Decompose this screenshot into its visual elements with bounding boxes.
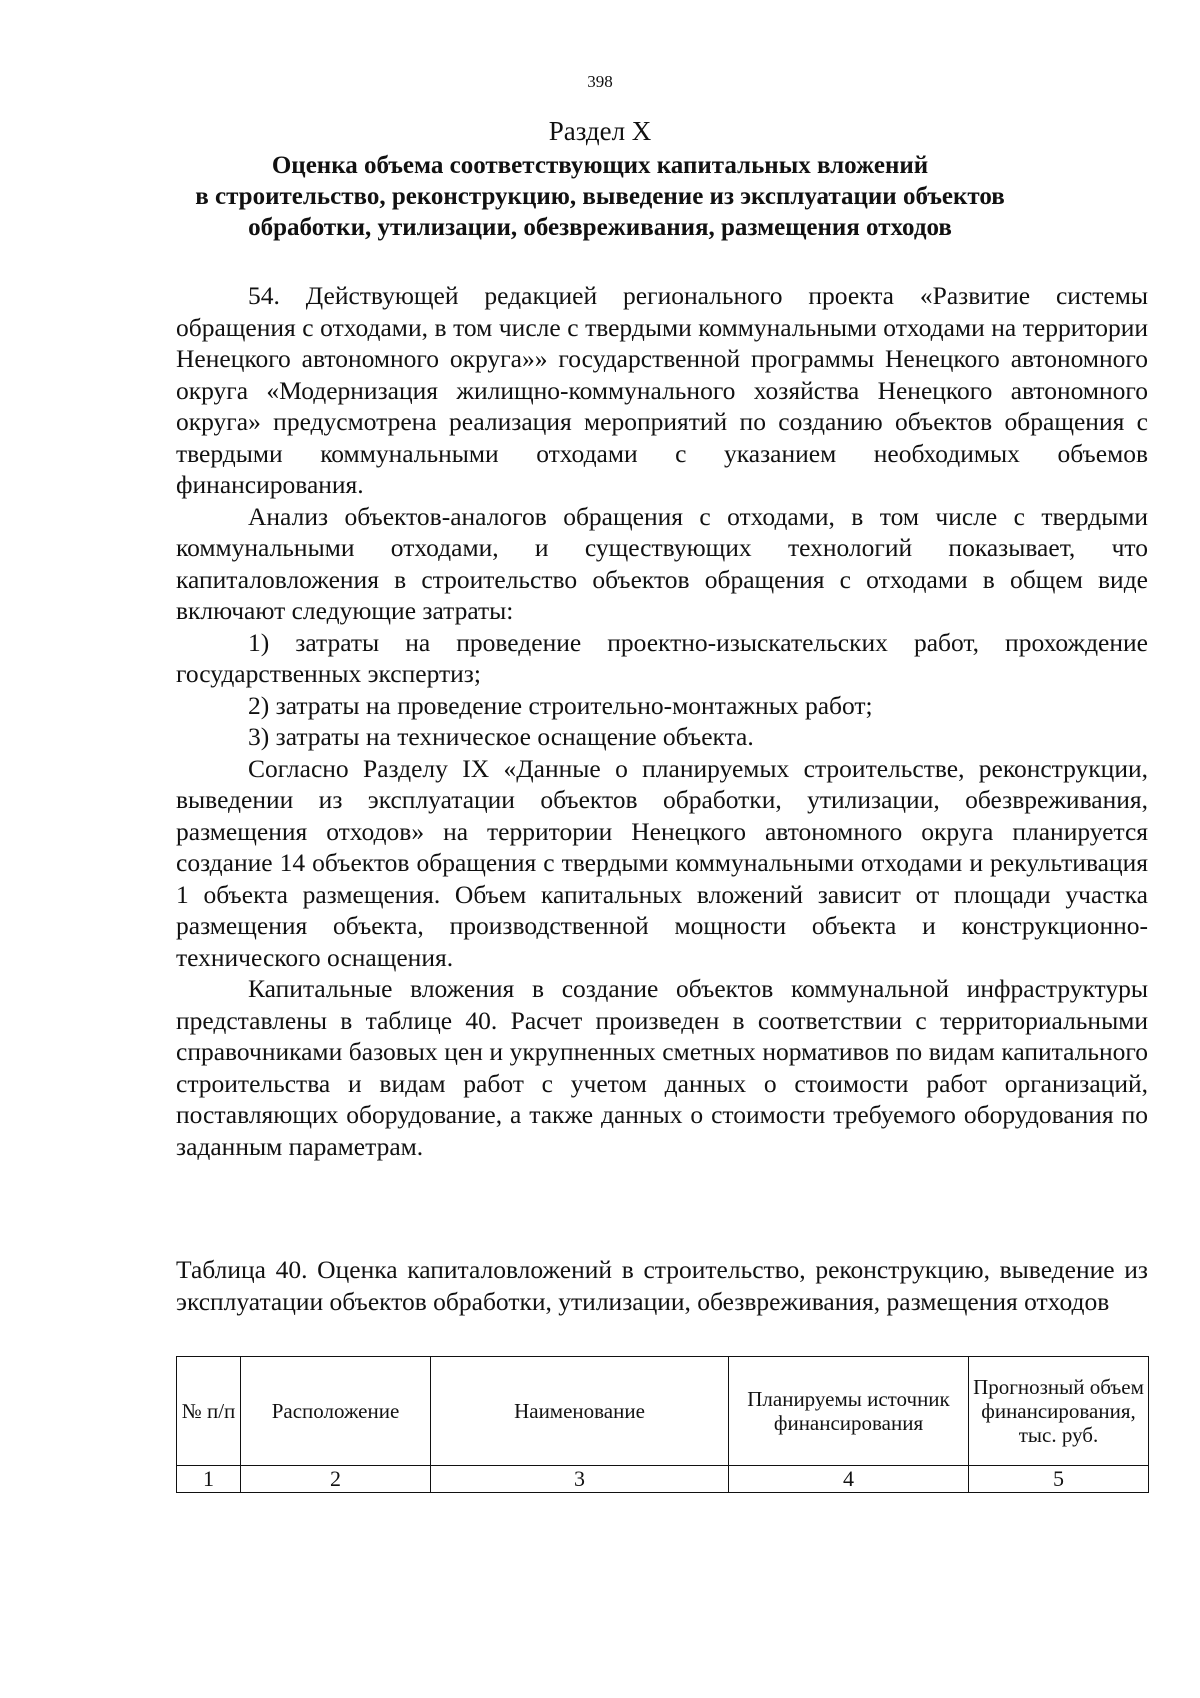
table-header-row — [177, 1357, 1149, 1466]
paragraph: Анализ объектов-аналогов обращения с отходами, в том числе с твердыми коммунальными отходами, и существующих технологий показывает, что капиталовложения в строительство объектов обращения с отходами в общем виде включают следующие затраты: — [176, 501, 1148, 625]
table-cell: 4 — [729, 1466, 969, 1493]
table-cell: 5 — [969, 1466, 1149, 1493]
paragraph: Согласно Разделу IX «Данные о планируемых строительстве, реконструкции, выведении из эксплуатации объектов обработки, утилизации, обезвреживания, размещения отходов» на территории Ненецкого автономного округа планируется создание 14 объектов обращения с твердыми коммунальными отходами и рекультивация 1 объекта размещения. Объем капитальных вложений зависит от площади участка размещения объекта, производственной мощности объекта и конструкционно-технического оснащения. — [176, 753, 1148, 972]
table-cell: 2 — [241, 1466, 431, 1493]
header-cell-name: Наименование — [431, 1357, 729, 1466]
table-40 — [176, 1356, 1149, 1493]
header-cell-number: № п/п — [177, 1357, 241, 1466]
heading-line: Оценка объема соответствующих капитальных вложений — [271, 152, 929, 179]
section-heading — [150, 150, 1050, 243]
section-title: Раздел X — [548, 116, 652, 146]
table-cell: 3 — [431, 1466, 729, 1493]
paragraph: Капитальные вложения в создание объектов коммунальной инфраструктуры представлены в таблице 40. Расчет произведен в соответствии с территориальными справочниками базовых цен и укрупненных сметных нормативов по видам капитального строительства и видам работ с учетом данных о стоимости работ организаций, поставляющих оборудование, а также данных о стоимости требуемого оборудования по заданным параметрам. — [176, 974, 1148, 1161]
table-numbering-row — [177, 1466, 1149, 1493]
header-cell-funding-source: Планируемы источник финансирования — [729, 1357, 969, 1466]
body-text — [176, 280, 1148, 1162]
table-cell: 1 — [177, 1466, 241, 1493]
header-cell-location: Расположение — [241, 1357, 431, 1466]
paragraph: 54. Действующей редакцией регионального проекта «Развитие системы обращения с отходами, в том числе с твердыми коммунальными отходами на территории Ненецкого автономного округа»» государственной программы Ненецкого автономного округа «Модернизация жилищно-коммунального хозяйства Ненецкого автономного округа» предусмотрена реализация мероприятий по созданию объектов обращения с твердыми коммунальными отходами с указанием необходимых объемов финансирования. — [176, 281, 1148, 499]
paragraph: 1) затраты на проведение проектно-изыскательских работ, прохождение государственных экспертиз; — [176, 627, 1148, 688]
heading-line: в строительство, реконструкцию, выведение из эксплуатации объектов — [195, 183, 1005, 210]
page-number: 398 — [587, 72, 613, 91]
paragraph: 3) затраты на техническое оснащение объекта. — [248, 722, 754, 751]
heading-line: обработки, утилизации, обезвреживания, размещения отходов — [248, 214, 952, 241]
header-cell-funding-volume: Прогнозный объем финансирования, тыс. руб. — [969, 1357, 1149, 1466]
table-caption: Таблица 40. Оценка капиталовложений в строительство, реконструкцию, выведение из эксплуатации объектов обработки, утилизации, обезвреживания, размещения отходов — [176, 1255, 1148, 1316]
paragraph: 2) затраты на проведение строительно-монтажных работ; — [248, 690, 873, 720]
